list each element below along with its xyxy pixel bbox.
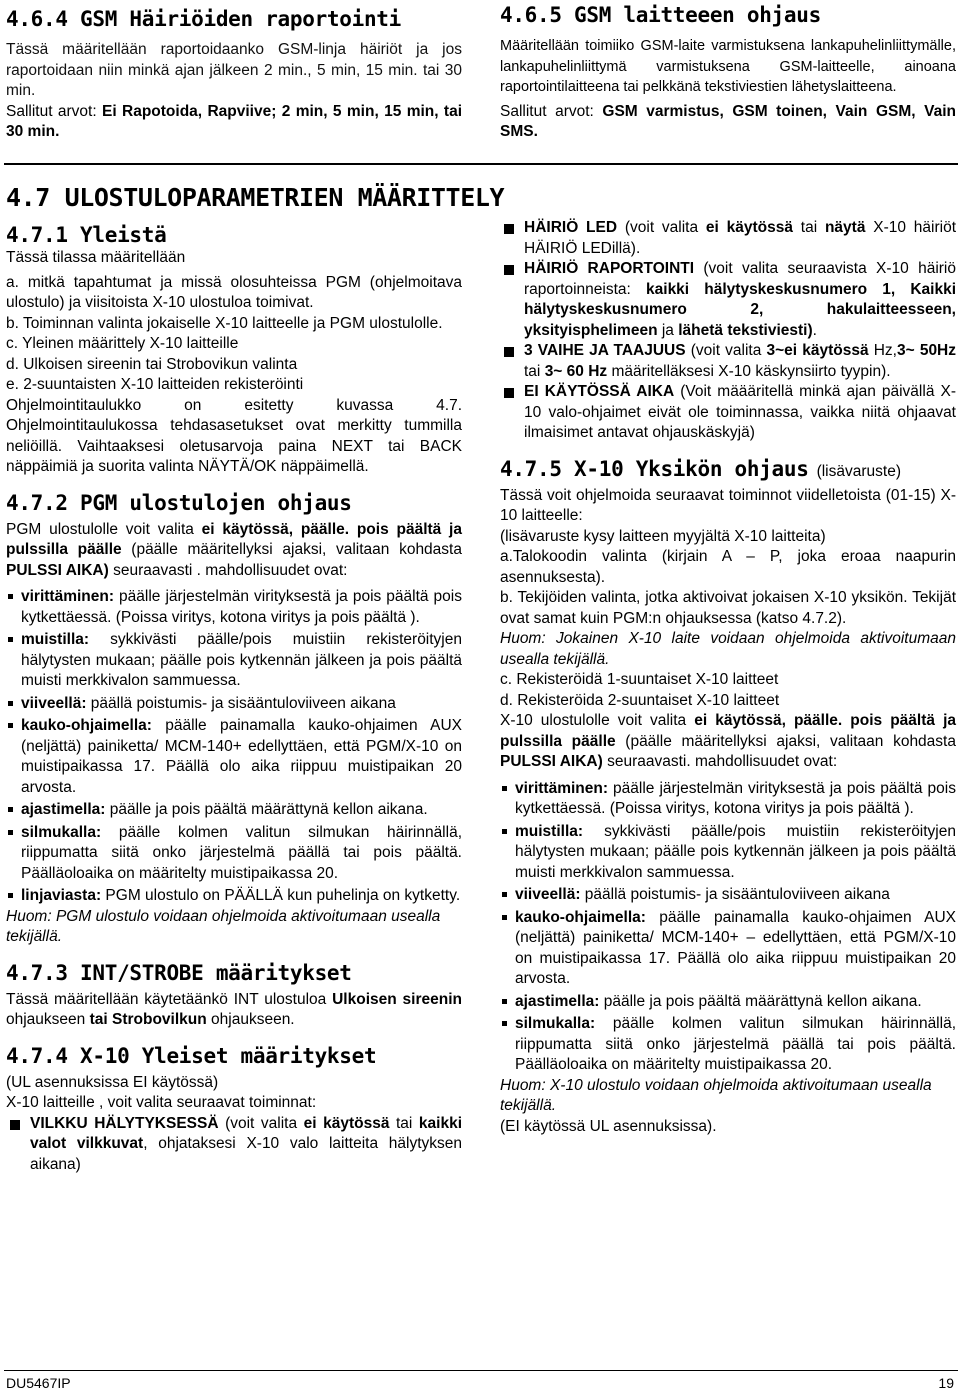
list-item-a: a. mitkä tapahtumat ja missä olosuhteissa PGM (ohjelmoitava ulostulo) ja viisitoista X-10 ulostuloa toimivat. [6,273,462,311]
paragraph: b. Tekijöiden valinta, jotka aktivoivat jokaisen X-10 yksikön. Tekijät ovat samat kuin PGM:n ohjauksessa (katso 4.7.2). [500,589,956,627]
bullet-square-icon [504,347,514,357]
list-item: virittäminen: päälle järjestelmän virityksestä ja pois päältä pois kytkettäessä. (Poissa viritys, kotona viritys ja pois päältä ). [6,587,462,628]
bullet-square-icon [502,892,507,897]
list-item: kauko-ohjaimella: päälle painamalla kauko-ohjaimen AUX (neljättä) painiketta/ MCM-140+ – edellyttäen, että PGM/X-10 on muistipaikassa 17. Päällä olo aika riippuu muistipaikan 20 arvosta. [500,908,956,990]
bullet-square-icon [502,786,507,791]
bullet-square-icon [502,999,507,1004]
section-title: 4.7.5 X-10 Yksikön ohjaus [500,456,809,481]
paragraph: Määritellään toimiiko GSM-laite varmistuksena lankapuhelinliittymälle, lankapuhelinliittymä varmistuksena GSM-laitteelle, ainoana raportointilaitteena tai pelkkänä tekstiviestien lähetyslaitteena. [500,38,956,95]
section-464 [6,6,462,143]
bullet-square-icon [8,637,13,642]
section-465 [500,2,956,143]
footer-doc-code: DU5467IP [6,1375,71,1391]
section-title-472: 4.7.2 PGM ulostulojen ohjaus [6,490,352,515]
list-item-e: e. 2-suuntaisten X-10 laitteiden rekisteröinti [6,376,304,393]
list-item: viiveellä: päällä poistumis- ja sisääntuloviiveen aikana [500,885,956,906]
main-heading: 4.7 ULOSTULOPARAMETRIEN MÄÄRITTELY [6,183,505,212]
paragraph: Tässä tilassa määritellään [6,249,186,266]
bullet-square-icon [8,723,13,728]
section-title-475 [500,456,956,482]
list-item-c: c. Yleinen määrittely X-10 laitteille [6,335,239,352]
bullet-square-icon [504,388,514,398]
paragraph: d. Rekisteröida 2-suuntaiset X-10 laitteet [500,691,780,709]
paragraph: Ohjelmointitaulukko on esitetty kuvassa 4.7. Ohjelmointitaulukossa tehdasasetukset ovat merkitty tummilla neliöillä. Vaihtaaksesi oletusarvoja paina NEXT tai BACK näppäimiä ja suorita valinta NÄYTÄ/OK näppäimellä. [6,396,462,475]
section-title-suffix: (lisävaruste) [816,462,901,480]
bullet-square-icon [8,893,13,898]
list-item: virittäminen: päälle järjestelmän virityksestä ja pois päältä pois kytkettäessä. (Poissa viritys, kotona viritys ja pois päältä ). [500,779,956,820]
note: Huom: PGM ulostulo voidaan ohjelmoida aktivoitumaan usealla tekijällä. [6,907,441,945]
list-item-d: d. Ulkoisen sireenin tai Strobovikun valinta [6,355,298,373]
paragraph: X-10 ulostulolle voit valita ei käytössä, päälle. pois päältä ja pulssilla päälle (päälle määritellyksi ajaksi, valitaan kohdasta PULSSI AIKA) seuraavasti. mahdollisuudet ovat: [500,712,956,770]
section-title-471: 4.7.1 Yleistä [6,223,167,247]
paragraph: PGM ulostulolle voit valita ei käytössä, päälle. pois päältä ja pulssilla päälle (päälle määritellyksi ajaksi, valitaan kohdasta PULSSI AIKA) seuraavasti . mahdollisuudet ovat: [6,520,462,579]
paragraph: a.Talokoodin valinta (kirjain A – P, joka eroaa naapurin asennuksesta). [500,548,956,586]
bullet-square-icon [504,265,514,275]
bullet-square-icon [8,594,13,599]
paragraph: Tässä määritellään käytetäänkö INT ulostuloa Ulkoisen sireenin ohjaukseen tai Strobovilkun ohjaukseen. [6,990,462,1028]
paragraph: X-10 laitteille , voit valita seuraavat toiminnat: [6,1094,317,1111]
section-title-473: 4.7.3 INT/STROBE määritykset [6,960,352,985]
section-title-474: 4.7.4 X-10 Yleiset määritykset [6,1043,377,1068]
note: Huom: Jokainen X-10 laite voidaan ohjelmoida aktivoitumaan usealla tekijällä. [500,630,956,668]
top-divider [4,163,958,165]
left-column [6,222,462,1175]
note: Huom: X-10 ulostulo voidaan ohjelmoida aktivoitumaan usealla tekijällä. [500,1076,932,1114]
bullet-square-icon [8,701,13,706]
list-item: ajastimella: päälle ja pois päältä määrättynä kellon aikana. [6,800,462,821]
list-item: ajastimella: päälle ja pois päältä määrättynä kellon aikana. [500,992,956,1013]
list-item: muistilla: sykkivästi päälle/pois muistiin rekisteröityjen hälytysten mukaan; päälle pois kytkennän jälkeen ja pois päältä muisti merkkivalon sammuessa. [6,630,462,692]
bullet-square-icon [504,224,514,234]
right-column [500,218,956,1137]
list-item: silmukalla: päälle kolmen valitun silmukan häirinnällä, riippumatta siitä onko järjestelmä päällä tai pois päältä. Päälläoloaika on määritelty muistipaikassa 20. [500,1014,956,1076]
list-item: linjaviasta: PGM ulostulo on PÄÄLLÄ kun puhelinja on kytketty. [6,886,462,907]
footer-divider [4,1370,958,1371]
paragraph: c. Rekisteröidä 1-suuntaiset X-10 laitteet [500,671,779,688]
list-item: silmukalla: päälle kolmen valitun silmukan häirinnällä, riippumatta siitä onko järjestelmä päällä tai pois päältä. Päälläoloaika on määritelty muistipaikassa 20. [6,823,462,885]
list-item: EI KÄYTÖSSÄ AIKA (Voit määäritellä minkä ajan päivällä X-10 valo-ohjaimet eivät ole toiminnassa, vaikka niitä ohjaavat ilmaisimet antavat ohjauskäskyjä) [500,382,956,444]
page-number: 19 [938,1375,954,1391]
section-title: 4.6.5 GSM laitteeen ohjaus [500,3,821,27]
bullet-square-icon [8,807,13,812]
allowed-values: Sallitut arvot: Ei Rapotoida, Rapviive; 2 min, 5 min, 15 min, tai 30 min. [6,102,462,140]
list-item: HÄIRIÖ RAPORTOINTI (voit valita seuraavista X-10 häiriö raportoinneista: kaikki hälytyskeskusnumero 1, Kaikki hälytyskeskusnumero 2, hakulaitteesseen, yksityisphelimeen ja lähetä tekstiviesti). [500,259,956,341]
paragraph: (EI käytössä UL asennuksissa). [500,1117,717,1135]
x10-options-list [500,779,956,1076]
paragraph: (lisävaruste kysy laitteen myyjältä X-10 laitteita) [500,527,826,545]
paragraph: Tässä voit ohjelmoida seuraavat toiminnot viidelletoista (01-15) X-10 laitteelle: [500,486,956,524]
list-item: VILKKU HÄLYTYKSESSÄ (voit valita ei käytössä tai kaikki valot vilkkuvat, ohjataksesi X-10 valo laitteita hälytyksen aikana) [6,1114,462,1176]
list-item: 3 VAIHE JA TAAJUUS (voit valita 3~ei käytössä Hz,3~ 50Hz tai 3~ 60 Hz määritelläksesi X-10 käskynsiirto tyypin). [500,341,956,382]
list-item: viiveellä: päällä poistumis- ja sisääntuloviiveen aikana [6,694,462,715]
paragraph: Tässä määritellään raportoidaanko GSM-linja häiriöt ja jos raportoidaan niin minkä ajan jälkeen 2 min., 5 min, 15 min. tai 30 min. [6,41,462,99]
bullet-square-icon [502,1021,507,1026]
paragraph: (UL asennuksissa EI käytössä) [6,1073,219,1091]
pgm-options-list [6,587,462,907]
list-item: HÄIRIÖ LED (voit valita ei käytössä tai näytä X-10 häiriöt HÄIRIÖ LEDillä). [500,218,956,259]
list-item: kauko-ohjaimella: päälle painamalla kauko-ohjaimen AUX (neljättä) painiketta/ MCM-140+ edellyttäen, että PGM/X-10 on muistipaikassa 17. Päällä olo aika riippuu muistipaikan 20 arvosta. [6,716,462,798]
list-item: muistilla: sykkivästi päälle/pois muistiin rekisteröityjen hälytysten mukaan; päälle pois kytkennän jälkeen ja pois päältä muisti merkkivalon sammuessa. [500,822,956,884]
bullet-square-icon [502,915,507,920]
list-item-b: b. Toiminnan valinta jokaiselle X-10 laitteelle ja PGM ulostulolle. [6,314,443,332]
section-title: 4.6.4 GSM Häiriöiden raportointi [6,7,401,31]
allowed-values: Sallitut arvot: GSM varmistus, GSM toinen, Vain GSM, Vain SMS. [500,102,956,140]
bullet-square-icon [10,1120,20,1130]
bullet-square-icon [8,830,13,835]
bullet-square-icon [502,829,507,834]
